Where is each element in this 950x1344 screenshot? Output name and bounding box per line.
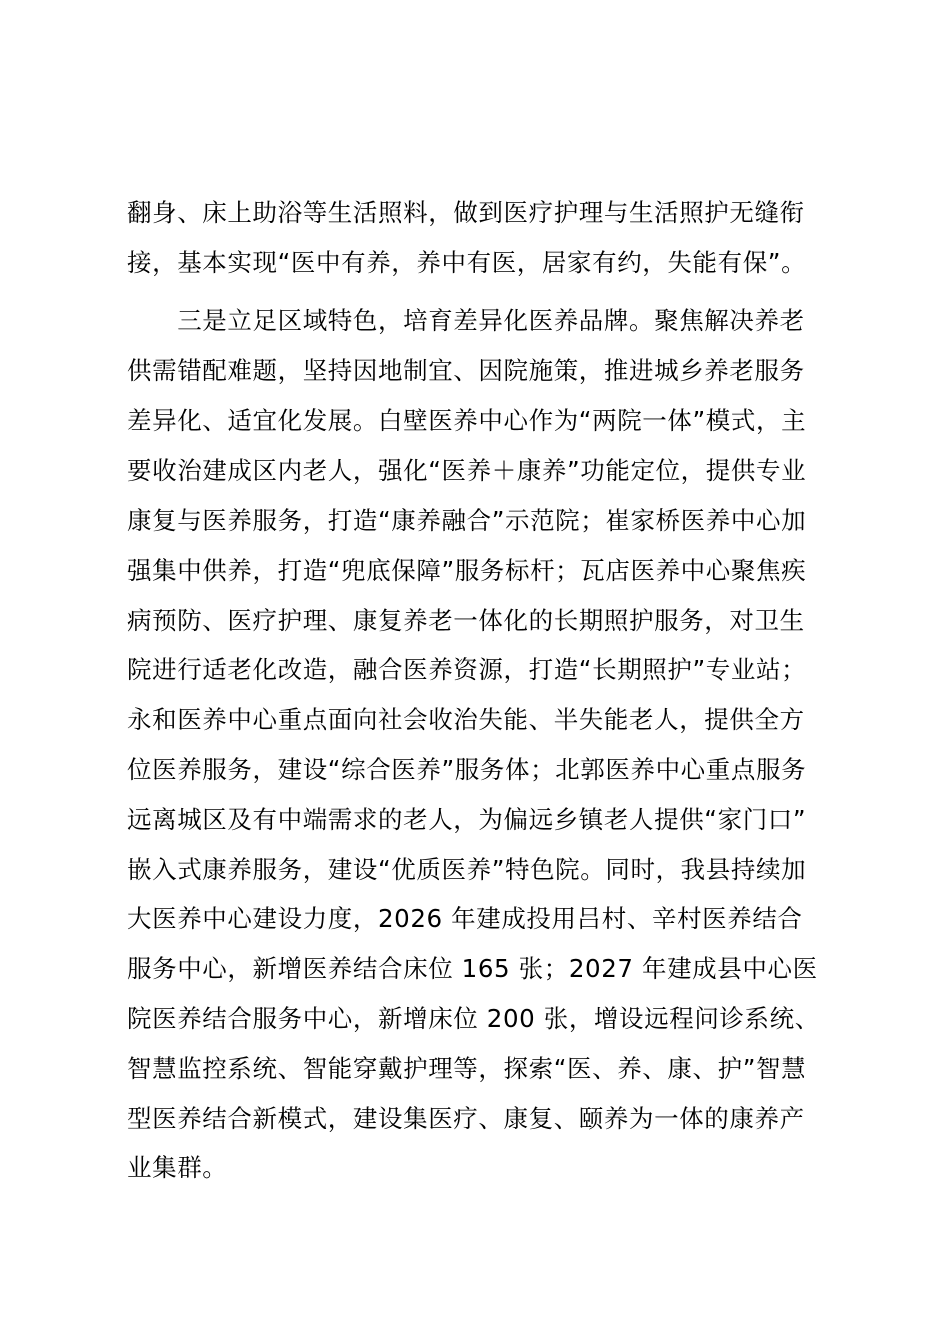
paragraph-2-line-10: 位医养服务，建设“综合医养”服务体；北郭医养中心重点服务 [127,755,807,784]
paragraph-2-line-7: 病预防、医疗护理、康复养老一体化的长期照护服务，对卫生 [127,606,805,635]
paragraph-2-line-1: 三是立足区域特色，培育差异化医养品牌。聚焦解决养老 [127,306,805,335]
paragraph-2-line-4: 要收治建成区内老人，强化“医养＋康养”功能定位，提供专业 [127,456,807,485]
paragraph-1-line-2: 接，基本实现“医中有养，养中有医，居家有约，失能有保”。 [127,248,807,277]
paragraph-2-line-9: 永和医养中心重点面向社会收治失能、半失能老人，提供全方 [127,705,805,734]
paragraph-2-line-12: 嵌入式康养服务，建设“优质医养”特色院。同时，我县持续加 [127,855,807,884]
paragraph-2-line-13: 大医养中心建设力度，2026 年建成投用吕村、辛村医养结合 [127,904,803,933]
paragraph-2-line-11: 远离城区及有中端需求的老人，为偏远乡镇老人提供“家门口” [127,805,807,834]
paragraph-2-line-6: 强集中供养，打造“兜底保障”服务标杆；瓦店医养中心聚焦疾 [127,556,807,585]
paragraph-2-line-8: 院进行适老化改造，融合医养资源，打造“长期照护”专业站； [127,655,807,684]
paragraph-2-line-17: 型医养结合新模式，建设集医疗、康复、颐养为一体的康养产 [127,1104,805,1133]
paragraph-2-line-16: 智慧监控系统、智能穿戴护理等，探索“医、养、康、护”智慧 [127,1054,807,1083]
paragraph-2-line-14: 服务中心，新增医养结合床位 165 张；2027 年建成县中心医 [127,954,818,983]
paragraph-2-line-5: 康复与医养服务，打造“康养融合”示范院；崔家桥医养中心加 [127,506,807,535]
paragraph-2-line-15: 院医养结合服务中心，新增床位 200 张，增设远程问诊系统、 [127,1004,820,1033]
paragraph-2-line-2: 供需错配难题，坚持因地制宜、因院施策，推进城乡养老服务 [127,356,805,385]
paragraph-2-line-18: 业集群。 [127,1153,228,1182]
paragraph-1-line-1: 翻身、床上助浴等生活照料，做到医疗护理与生活照护无缝衔 [127,198,805,227]
paragraph-2-line-3: 差异化、适宜化发展。白壁医养中心作为“两院一体”模式，主 [127,406,807,435]
